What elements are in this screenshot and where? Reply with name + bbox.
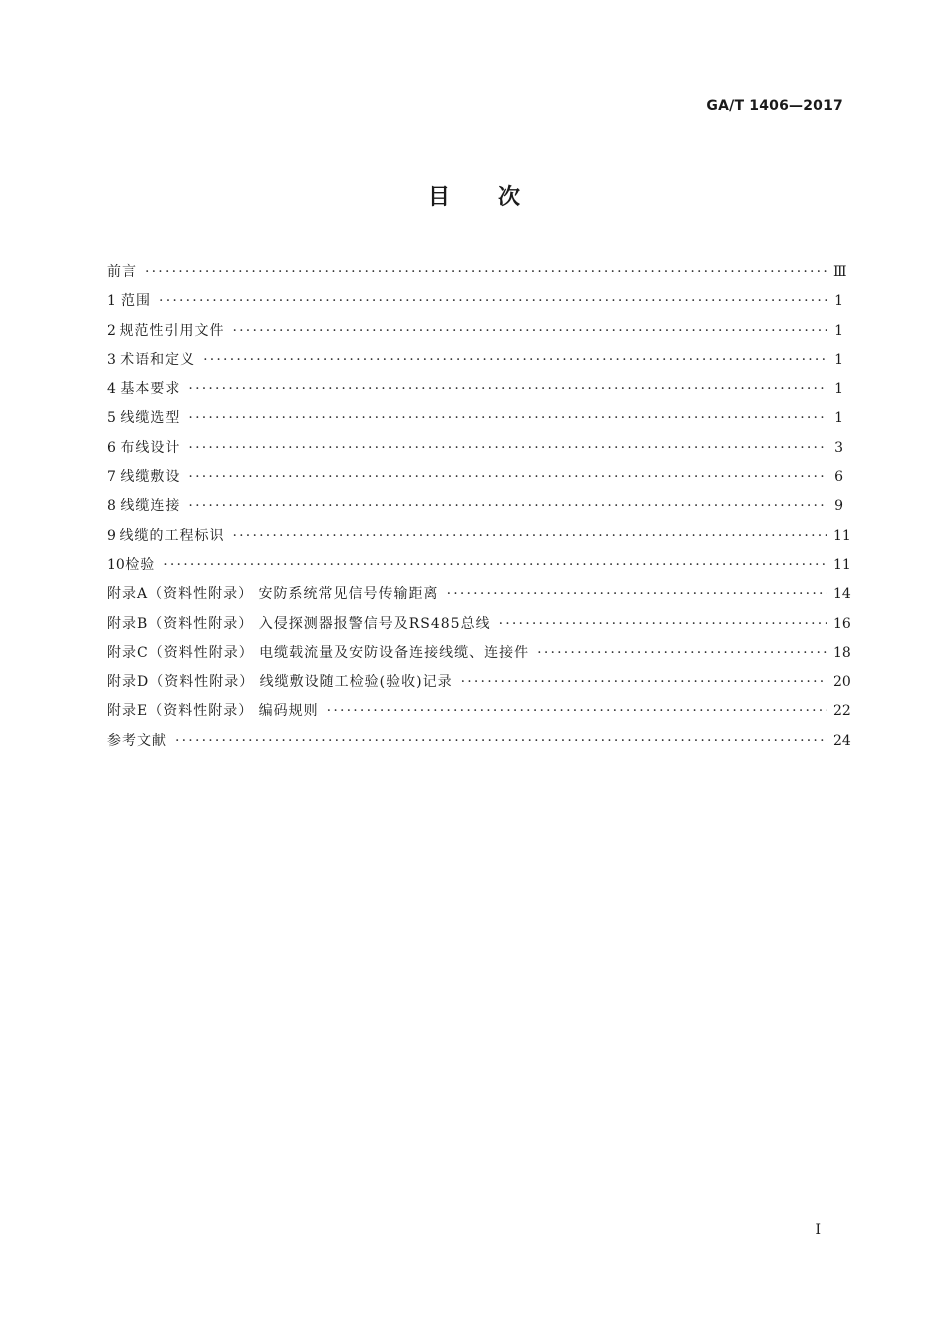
toc-title (0, 180, 950, 211)
toc-leader-dots (233, 317, 828, 346)
toc-entry-page: 20 (833, 674, 851, 691)
toc-leader-dots (327, 697, 827, 726)
toc-entry-label: 附录D（资料性附录） 线缆敷设随工检验(验收)记录 (107, 674, 453, 691)
toc-entry-label: 线缆的工程标识 (119, 527, 225, 544)
toc-leader-dots (188, 434, 827, 463)
toc-entry-page: 11 (833, 556, 851, 573)
toc-entry-annex-a[interactable] (107, 580, 851, 609)
toc-entry-annex-e[interactable] (107, 697, 851, 726)
toc-entry-cable-connection[interactable] (107, 492, 843, 521)
toc-leader-dots (499, 610, 827, 639)
toc-entry-annex-b[interactable] (107, 610, 851, 639)
toc-entry-number: 5 (107, 410, 116, 427)
toc-entry-number: 2 (107, 322, 116, 339)
toc-entry-number: 10 (107, 556, 125, 573)
toc-entry-number: 9 (107, 527, 116, 544)
toc-leader-dots (203, 346, 827, 375)
toc-entry-page: 1 (834, 351, 843, 368)
toc-entry-label: 前言 (107, 264, 137, 280)
toc-entry-label: 线缆敷设 (120, 469, 181, 486)
toc-leader-dots (145, 258, 827, 287)
toc-entry-basic-requirements[interactable] (107, 375, 843, 404)
toc-leader-dots (188, 404, 827, 433)
toc-entry-label: 附录E（资料性附录） 编码规则 (107, 703, 319, 720)
toc-leader-dots (447, 580, 827, 609)
toc-entry-page: 24 (833, 732, 851, 749)
toc-leader-dots (233, 522, 828, 551)
toc-entry-page: 18 (833, 644, 851, 661)
toc-leader-dots (175, 727, 827, 756)
page-number: I (815, 1222, 821, 1238)
toc-entry-page: 11 (833, 527, 851, 544)
toc-entry-page: 1 (834, 381, 843, 398)
toc-entry-cable-selection[interactable] (107, 404, 843, 433)
toc-entry-label: 规范性引用文件 (119, 322, 225, 339)
toc-entry-bibliography[interactable] (107, 727, 851, 756)
toc-leader-dots (461, 668, 827, 697)
toc-entry-label: 布线设计 (120, 439, 181, 456)
toc-entry-page: 9 (834, 498, 843, 515)
toc-entry-label: 检验 (125, 556, 156, 573)
toc-entry-label: 附录B（资料性附录） 入侵探测器报警信号及RS485总线 (107, 615, 491, 632)
toc-entry-page: 1 (834, 322, 843, 339)
toc-entry-foreword[interactable] (107, 258, 847, 287)
toc-entry-number: 3 (107, 351, 116, 368)
toc-leader-dots (159, 287, 827, 316)
toc-leader-dots (188, 375, 827, 404)
toc-entry-number: 4 (107, 381, 116, 398)
toc-entry-label: 线缆选型 (120, 410, 181, 427)
toc-entry-label: 线缆连接 (120, 498, 181, 515)
toc-entry-annex-d[interactable] (107, 668, 851, 697)
toc-entry-wiring-design[interactable] (107, 434, 843, 463)
toc-entry-page: 1 (834, 410, 843, 427)
toc-leader-dots (188, 492, 827, 521)
toc-leader-dots (537, 639, 827, 668)
toc-entry-number: 8 (107, 498, 116, 515)
toc-entry-terms-definitions[interactable] (107, 346, 843, 375)
toc-entry-number: 1 (107, 293, 116, 310)
toc-entry-page: 22 (833, 703, 851, 720)
standard-code: GA/T 1406—2017 (706, 98, 843, 114)
toc-entry-label: 术语和定义 (120, 351, 196, 368)
toc-entry-page: 16 (833, 615, 851, 632)
toc-entry-page: 3 (834, 439, 843, 456)
toc-entry-page: 6 (834, 469, 843, 486)
toc-entry-label: 附录A（资料性附录） 安防系统常见信号传输距离 (107, 586, 439, 603)
toc-entry-page: 1 (834, 293, 843, 310)
toc-entry-cable-laying[interactable] (107, 463, 843, 492)
toc-leader-dots (188, 463, 827, 492)
toc-entry-page: 14 (833, 586, 851, 603)
toc-entry-label: 基本要求 (120, 381, 181, 398)
toc-entry-page: Ⅲ (833, 264, 847, 280)
toc-entry-cable-marking[interactable] (107, 522, 851, 551)
toc-entry-number: 6 (107, 439, 116, 456)
toc-entry-scope[interactable] (107, 287, 843, 316)
toc-entry-label: 附录C（资料性附录） 电缆载流量及安防设备连接线缆、连接件 (107, 644, 530, 661)
toc-entry-inspection[interactable] (107, 551, 851, 580)
toc-title-part1: 目 (427, 185, 452, 210)
toc-entry-label: 参考文献 (107, 732, 167, 749)
toc-entry-normative-references[interactable] (107, 317, 843, 346)
table-of-contents (107, 258, 851, 756)
toc-entry-number: 7 (107, 469, 116, 486)
toc-leader-dots (163, 551, 827, 580)
toc-entry-annex-c[interactable] (107, 639, 851, 668)
toc-entry-label: 范围 (121, 293, 152, 310)
toc-title-part2: 次 (498, 185, 523, 210)
